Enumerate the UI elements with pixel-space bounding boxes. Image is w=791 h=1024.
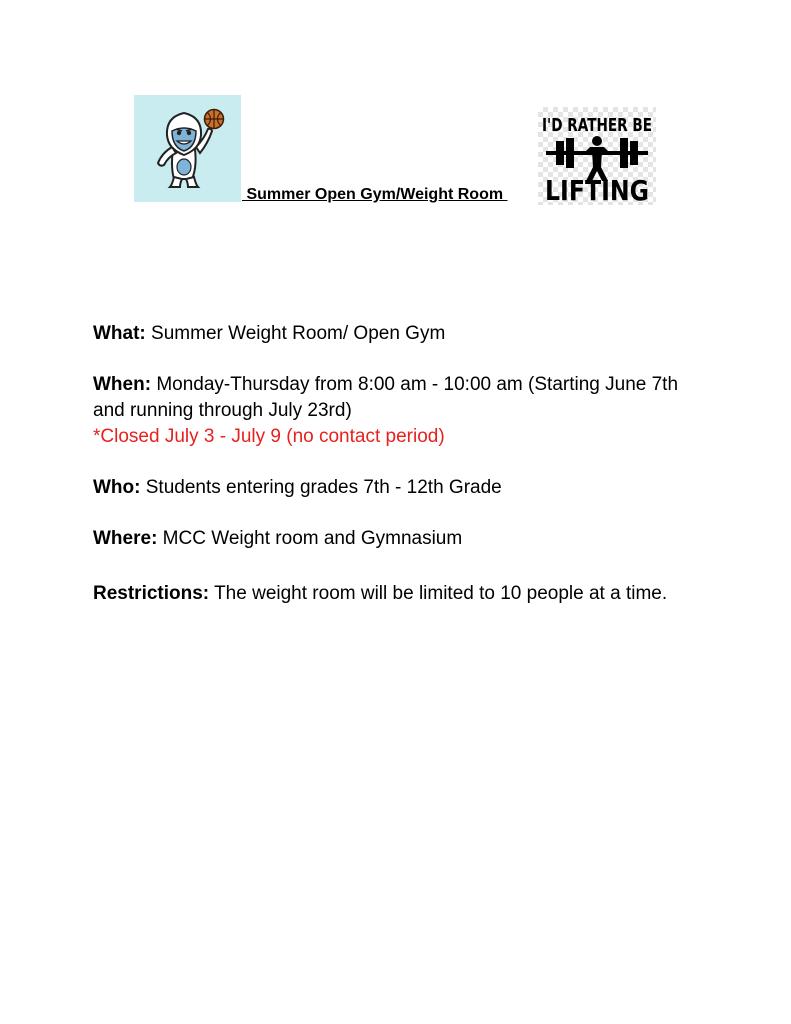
restrictions-value: The weight room will be limited to 10 people at a time. — [209, 583, 668, 604]
when-section — [93, 372, 713, 450]
what-value: Summer Weight Room/ Open Gym — [145, 323, 446, 344]
yeti-basketball-mascot-icon — [134, 95, 241, 202]
what-label: What: — [93, 323, 146, 344]
basketball-icon — [205, 110, 224, 129]
where-label: Where: — [93, 528, 158, 549]
where-value: MCC Weight room and Gymnasium — [157, 528, 463, 549]
restrictions-label: Restrictions: — [93, 583, 210, 604]
weightlifter-icon — [538, 107, 656, 205]
where-section — [93, 526, 733, 552]
lift-logo-line2: LIFTING — [545, 174, 649, 207]
restrictions-section — [93, 581, 753, 607]
who-value: Students entering grades 7th - 12th Grade — [140, 477, 502, 498]
page-title: Summer Open Gym/Weight Room — [242, 186, 508, 203]
closed-notice: *Closed July 3 - July 9 (no contact period) — [93, 426, 445, 447]
what-section — [93, 321, 733, 347]
when-value: Monday-Thursday from 8:00 am - 10:00 am (Starting June 7th and running through July 23rd) — [93, 374, 679, 421]
when-label: When: — [93, 374, 152, 395]
lift-logo-line1: I'D RATHER BE — [542, 115, 652, 136]
who-label: Who: — [93, 477, 141, 498]
who-section — [93, 475, 733, 501]
